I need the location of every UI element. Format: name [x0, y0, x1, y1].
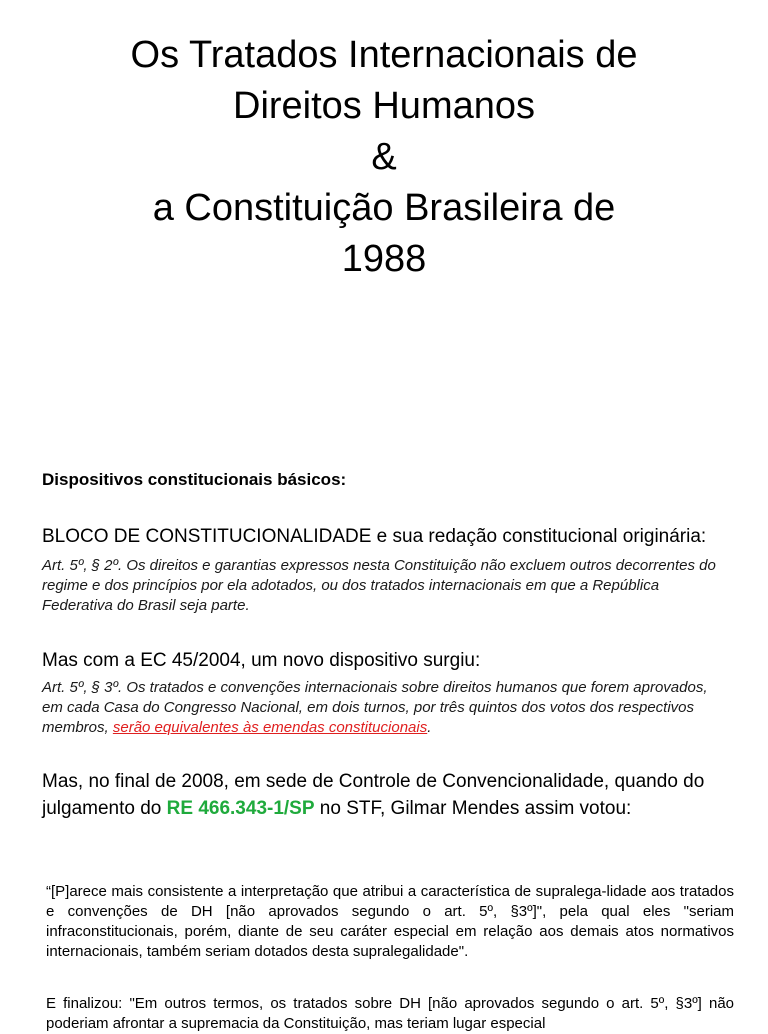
vote-quote-2: E finalizou: "Em outros termos, os tratados sobre DH [não aprovados segundo o art. 5º, §3º] não poderiam afrontar a supremacia da Constituição, mas teriam lugar especial	[46, 995, 734, 1032]
block-1-lead: BLOCO DE CONSTITUCIONALIDADE e sua redação constitucional originária:	[42, 526, 707, 547]
title-line-4: a Constituição Brasileira de	[152, 187, 616, 229]
section-heading: Dispositivos constitucionais básicos:	[42, 470, 347, 489]
block-2-article	[42, 678, 732, 738]
block-3-lead-end: no STF, Gilmar Mendes assim votou:	[314, 798, 632, 819]
block-1-article: Art. 5º, § 2º. Os direitos e garantias expressos nesta Constituição não excluem outros decorrentes do regime e dos princípios por ela adotados, ou dos tratados internacionais em que a República Federativa do Brasil seja parte.	[42, 557, 716, 614]
block-2-lead: Mas com a EC 45/2004, um novo dispositivo surgiu:	[42, 650, 481, 671]
block-2-article-text: Art. 5º, § 3º. Os tratados e convenções internacionais sobre direitos humanos que forem aprovados, em cada Casa do Congresso Nacional, em dois turnos, por três quintos dos votos dos respectivos membros,	[42, 679, 708, 736]
block-3-lead-text: Mas, no final de 2008, em sede de Controle de Convencionalidade, quando do julgamento do	[42, 771, 705, 819]
title-line-1: Os Tratados Internacionais de	[130, 34, 638, 76]
vote-quote-1: “[P]arece mais consistente a interpretação que atribui a característica de supralega-lidade aos tratados e convenções de DH [não aprovados segundo o art. 5º, §3º]", pela qual eles "seriam infraconstitucionais, porém, diante de seu caráter especial em relação aos demais atos normativos internacionais, também seriam dotados desta supralegalidade".	[46, 883, 734, 960]
case-reference-highlight: RE 466.343-1/SP	[166, 798, 315, 819]
block-3-lead	[42, 768, 742, 822]
title-line-5: 1988	[341, 238, 427, 280]
title-line-3: &	[371, 136, 397, 178]
title-line-2: Direitos Humanos	[233, 85, 535, 127]
document-title	[0, 30, 768, 285]
equivalent-amendments-highlight: serão equivalentes às emendas constitucionais	[112, 719, 428, 736]
block-2-article-end: .	[427, 719, 432, 736]
